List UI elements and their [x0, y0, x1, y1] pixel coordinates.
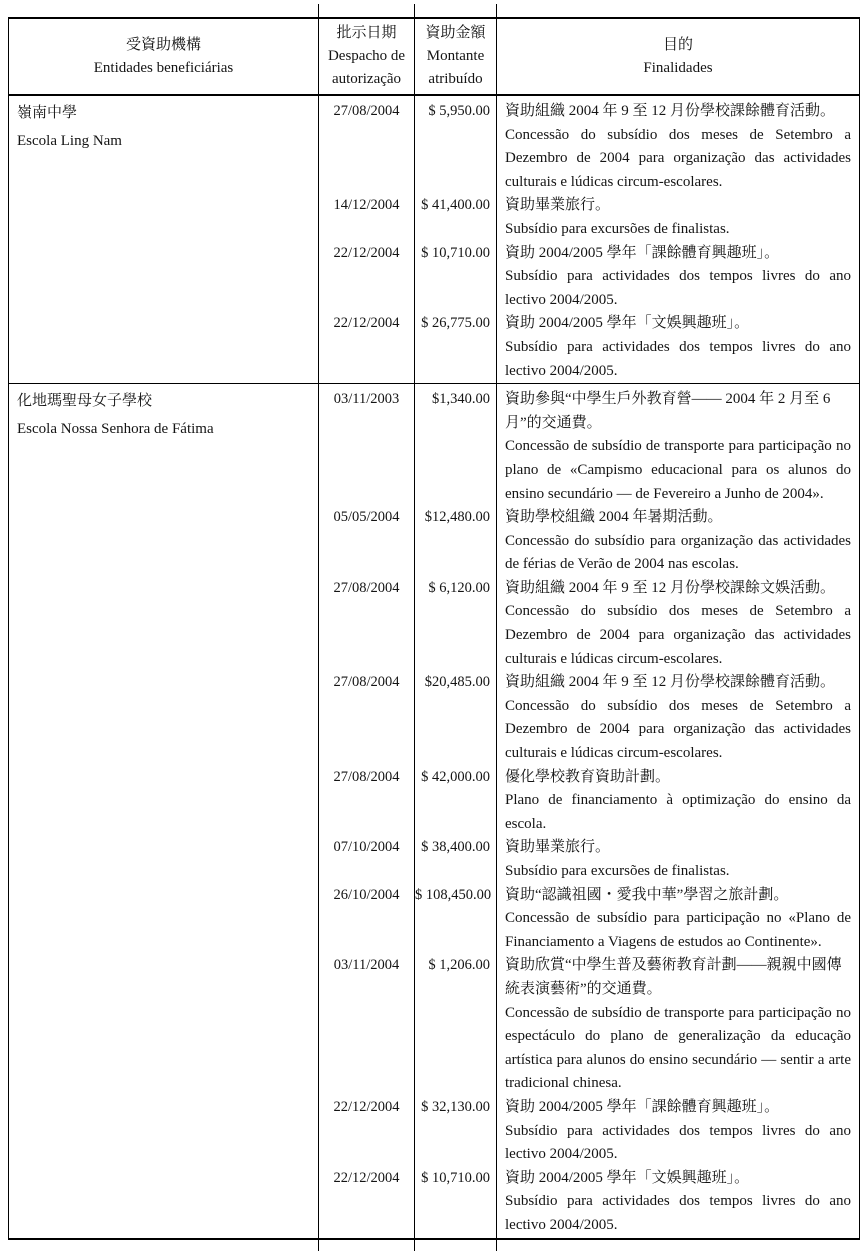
subsidy-table	[8, 17, 860, 1240]
amount-cell: $ 5,950.00	[415, 96, 497, 194]
header-amount-pt: Montante atribuído	[426, 48, 485, 87]
purpose-cell	[497, 384, 859, 506]
table-body	[9, 96, 859, 1238]
purpose-text-zh: 資助 2004/2005 學年「文娛興趣班」。	[505, 1169, 750, 1186]
purpose-text-pt: Concessão de subsídio para participação no «Plano de Financiamento a Viagens de estudos ao Continente».	[505, 910, 851, 950]
purpose-cell	[497, 577, 859, 671]
continuation-tick	[496, 4, 497, 17]
entity-name-pt: Escola Ling Nam	[17, 132, 122, 149]
purpose-text-zh: 資助參與“中學生戶外教育營—— 2004 年 2 月至 6 月”的交通費。	[505, 391, 831, 431]
purpose-cell	[497, 242, 859, 313]
purpose-text-pt: Concessão do subsídio dos meses de Setembro a Dezembro de 2004 para organização das actividades culturais e lúdicas circum-escolares.	[505, 126, 851, 190]
purpose-text-pt: Concessão de subsídio de transporte para participação no espectáculo do plano de generalização da educação artística para alunos do ensino secundário — sentir a arte tradicional chinesa.	[505, 1004, 851, 1092]
purpose-text-zh: 資助組織 2004 年 9 至 12 月份學校課餘體育活動。	[505, 103, 836, 119]
header-purpose-pt: Finalidades	[643, 59, 713, 76]
authorization-date-cell: 27/08/2004	[319, 671, 415, 765]
continuation-tick	[414, 1240, 415, 1251]
purpose-text-pt: Subsídio para actividades dos tempos livres do ano lectivo 2004/2005.	[505, 1193, 851, 1233]
purpose-text-zh: 資助欣賞“中學生普及藝術教育計劃——親親中國傳統表演藝術”的交通費。	[505, 957, 842, 997]
amount-cell: $ 42,000.00	[415, 766, 497, 837]
header-date-pt: Despacho de autorização	[327, 48, 406, 87]
authorization-date-cell: 22/12/2004	[319, 1096, 415, 1167]
amount-cell: $ 41,400.00	[415, 194, 497, 241]
purpose-text-zh: 資助畢業旅行。	[505, 839, 611, 856]
authorization-date-cell: 03/11/2003	[319, 384, 415, 506]
purpose-text-zh: 資助 2004/2005 學年「課餘體育興趣班」。	[505, 244, 780, 261]
entity-name-pt: Escola Nossa Senhora de Fátima	[17, 420, 214, 437]
authorization-date-cell: 05/05/2004	[319, 506, 415, 577]
purpose-cell	[497, 312, 859, 383]
purpose-text-zh: 優化學校教育資助計劃。	[505, 768, 671, 785]
continuation-tick	[318, 4, 319, 17]
amount-cell: $ 10,710.00	[415, 1167, 497, 1238]
purpose-cell	[497, 836, 859, 883]
header-cell-date	[319, 19, 415, 94]
header-beneficiaries-zh: 受資助機構	[125, 36, 201, 53]
header-cell-purpose	[497, 19, 859, 94]
purpose-cell	[497, 506, 859, 577]
authorization-date-cell: 14/12/2004	[319, 194, 415, 241]
purpose-text-pt: Subsídio para excursões de finalistas.	[505, 220, 730, 237]
purpose-text-pt: Concessão de subsídio de transporte para participação no plano de «Campismo educacional para os alunos do ensino secundário — de Fevereiro a Junho de 2004».	[505, 438, 851, 502]
purpose-text-pt: Subsídio para actividades dos tempos livres do ano lectivo 2004/2005.	[505, 268, 851, 308]
amount-cell: $20,485.00	[415, 671, 497, 765]
purpose-text-pt: Plano de financiamento à optimização do ensino da escola.	[505, 792, 851, 832]
purpose-text-zh: 資助“認識祖國・愛我中華”學習之旅計劃。	[505, 886, 789, 903]
header-amount-zh: 資助金額	[425, 25, 486, 41]
authorization-date-cell: 26/10/2004	[319, 884, 415, 955]
purpose-text-pt: Concessão do subsídio dos meses de Setembro a Dezembro de 2004 para organização das actividades culturais e lúdicas circum-escolares.	[505, 697, 851, 762]
entity-name-cell	[9, 384, 319, 1237]
header-cell-beneficiaries	[9, 19, 319, 94]
authorization-date-cell: 27/08/2004	[319, 577, 415, 671]
header-beneficiaries-pt: Entidades beneficiárias	[93, 59, 234, 76]
continuation-tick	[414, 4, 415, 17]
continuation-tick	[318, 1240, 319, 1251]
purpose-text-pt: Subsídio para actividades dos tempos livres do ano lectivo 2004/2005.	[505, 1122, 851, 1163]
amount-cell: $ 1,206.00	[415, 954, 497, 1096]
purpose-cell	[497, 1096, 859, 1167]
amount-cell: $ 6,120.00	[415, 577, 497, 671]
header-date-zh: 批示日期	[336, 25, 397, 41]
authorization-date-cell: 27/08/2004	[319, 766, 415, 837]
purpose-text-zh: 資助畢業旅行。	[505, 197, 611, 214]
amount-cell: $ 26,775.00	[415, 312, 497, 383]
table-header	[9, 19, 859, 96]
header-cell-amount	[415, 19, 497, 94]
purpose-text-pt: Concessão do subsídio para organização das actividades de férias de Verão de 2004 nas escolas.	[505, 532, 851, 573]
entity-name-zh: 化地瑪聖母女子學校	[17, 393, 153, 410]
amount-cell: $ 108,450.00	[415, 884, 497, 955]
purpose-cell	[497, 96, 859, 194]
amount-cell: $ 10,710.00	[415, 242, 497, 313]
amount-cell: $ 32,130.00	[415, 1096, 497, 1167]
authorization-date-cell: 22/12/2004	[319, 242, 415, 313]
continuation-tick	[496, 1240, 497, 1251]
entity-name-cell	[9, 96, 319, 383]
amount-cell: $1,340.00	[415, 384, 497, 506]
purpose-text-zh: 資助組織 2004 年 9 至 12 月份學校課餘體育活動。	[505, 674, 836, 691]
authorization-date-cell: 27/08/2004	[319, 96, 415, 194]
table-row	[9, 96, 859, 383]
purpose-text-zh: 資助組織 2004 年 9 至 12 月份學校課餘文娛活動。	[505, 579, 836, 596]
authorization-date-cell: 07/10/2004	[319, 836, 415, 883]
purpose-text-zh: 資助學校組織 2004 年暑期活動。	[505, 509, 723, 526]
purpose-text-pt: Subsídio para actividades dos tempos livres do ano lectivo 2004/2005.	[505, 338, 851, 379]
entity-name-zh: 嶺南中學	[17, 105, 78, 121]
amount-cell: $12,480.00	[415, 506, 497, 577]
purpose-text-pt: Concessão do subsídio dos meses de Setembro a Dezembro de 2004 para organização das actividades culturais e lúdicas circum-escolares.	[505, 603, 851, 667]
purpose-cell	[497, 884, 859, 955]
purpose-text-pt: Subsídio para excursões de finalistas.	[505, 863, 730, 879]
purpose-text-zh: 資助 2004/2005 學年「文娛興趣班」。	[505, 315, 750, 332]
amount-cell: $ 38,400.00	[415, 836, 497, 883]
authorization-date-cell: 03/11/2004	[319, 954, 415, 1096]
purpose-cell	[497, 954, 859, 1096]
header-purpose-zh: 目的	[662, 36, 693, 53]
purpose-text-zh: 資助 2004/2005 學年「課餘體育興趣班」。	[505, 1098, 780, 1115]
purpose-cell	[497, 766, 859, 837]
purpose-cell	[497, 194, 859, 241]
table-row	[9, 383, 859, 1237]
authorization-date-cell: 22/12/2004	[319, 1167, 415, 1238]
purpose-cell	[497, 1167, 859, 1238]
purpose-cell	[497, 671, 859, 765]
authorization-date-cell: 22/12/2004	[319, 312, 415, 383]
